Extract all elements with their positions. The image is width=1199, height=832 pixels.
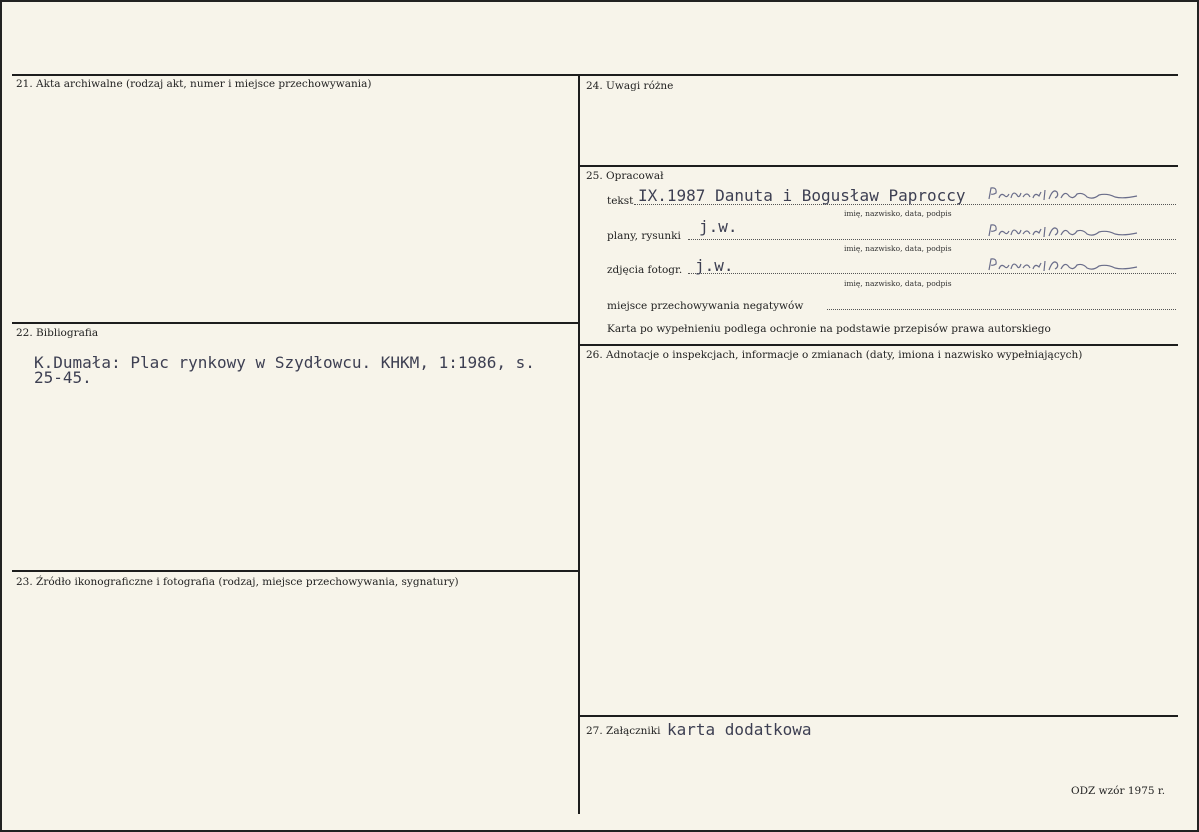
middle-divider xyxy=(578,74,580,814)
section-27-label: 27. Załączniki xyxy=(586,725,661,737)
caption-1: imię, nazwisko, data, podpis xyxy=(844,209,952,218)
top-rule xyxy=(12,74,1178,76)
signature-2 xyxy=(987,221,1147,245)
copyright-note: Karta po wypełnieniu podlega ochronie na podstawie przepisów prawa autorskiego xyxy=(607,323,1051,335)
zdjecia-value: j.w. xyxy=(695,256,734,275)
right-rule-26 xyxy=(580,344,1178,346)
section-25-label: 25. Opracował xyxy=(586,170,664,182)
right-rule-27 xyxy=(580,715,1178,717)
caption-2: imię, nazwisko, data, podpis xyxy=(844,244,952,253)
plany-value: j.w. xyxy=(699,217,738,236)
tekst-value: IX.1987 Danuta i Bogusław Paproccy xyxy=(638,186,966,205)
section-22-label: 22. Bibliografia xyxy=(16,327,99,339)
signature-1 xyxy=(987,184,1147,208)
section-21-label: 21. Akta archiwalne (rodzaj akt, numer i miejsce przechowywania) xyxy=(16,78,372,90)
left-rule-23 xyxy=(12,570,578,572)
negatywy-label: miejsce przechowywania negatywów xyxy=(607,300,804,312)
section-27-value: karta dodatkowa xyxy=(667,720,812,739)
plany-label: plany, rysunki xyxy=(607,230,681,242)
left-rule-22 xyxy=(12,322,578,324)
section-26-label: 26. Adnotacje o inspekcjach, informacje o zmianach (daty, imiona i nazwisko wypełniających) xyxy=(586,349,1083,361)
tekst-label: tekst xyxy=(607,195,634,207)
right-rule-25 xyxy=(580,165,1178,167)
bibliography-line-2: 25-45. xyxy=(34,368,92,387)
form-identifier: ODZ wzór 1975 r. xyxy=(1071,785,1166,797)
section-23-label: 23. Źródło ikonograficzne i fotografia (rodzaj, miejsce przechowywania, sygnatury) xyxy=(16,576,459,588)
caption-3: imię, nazwisko, data, podpis xyxy=(844,279,952,288)
signature-3 xyxy=(987,255,1147,279)
bibliography-line-1: K.Dumała: Plac rynkowy w Szydłowcu. KHKM, 1:1986, s. xyxy=(34,353,535,372)
zdjecia-label: zdjęcia fotogr. xyxy=(607,264,683,276)
negatywy-dotted-line xyxy=(827,309,1176,310)
section-24-label: 24. Uwagi różne xyxy=(586,80,674,92)
